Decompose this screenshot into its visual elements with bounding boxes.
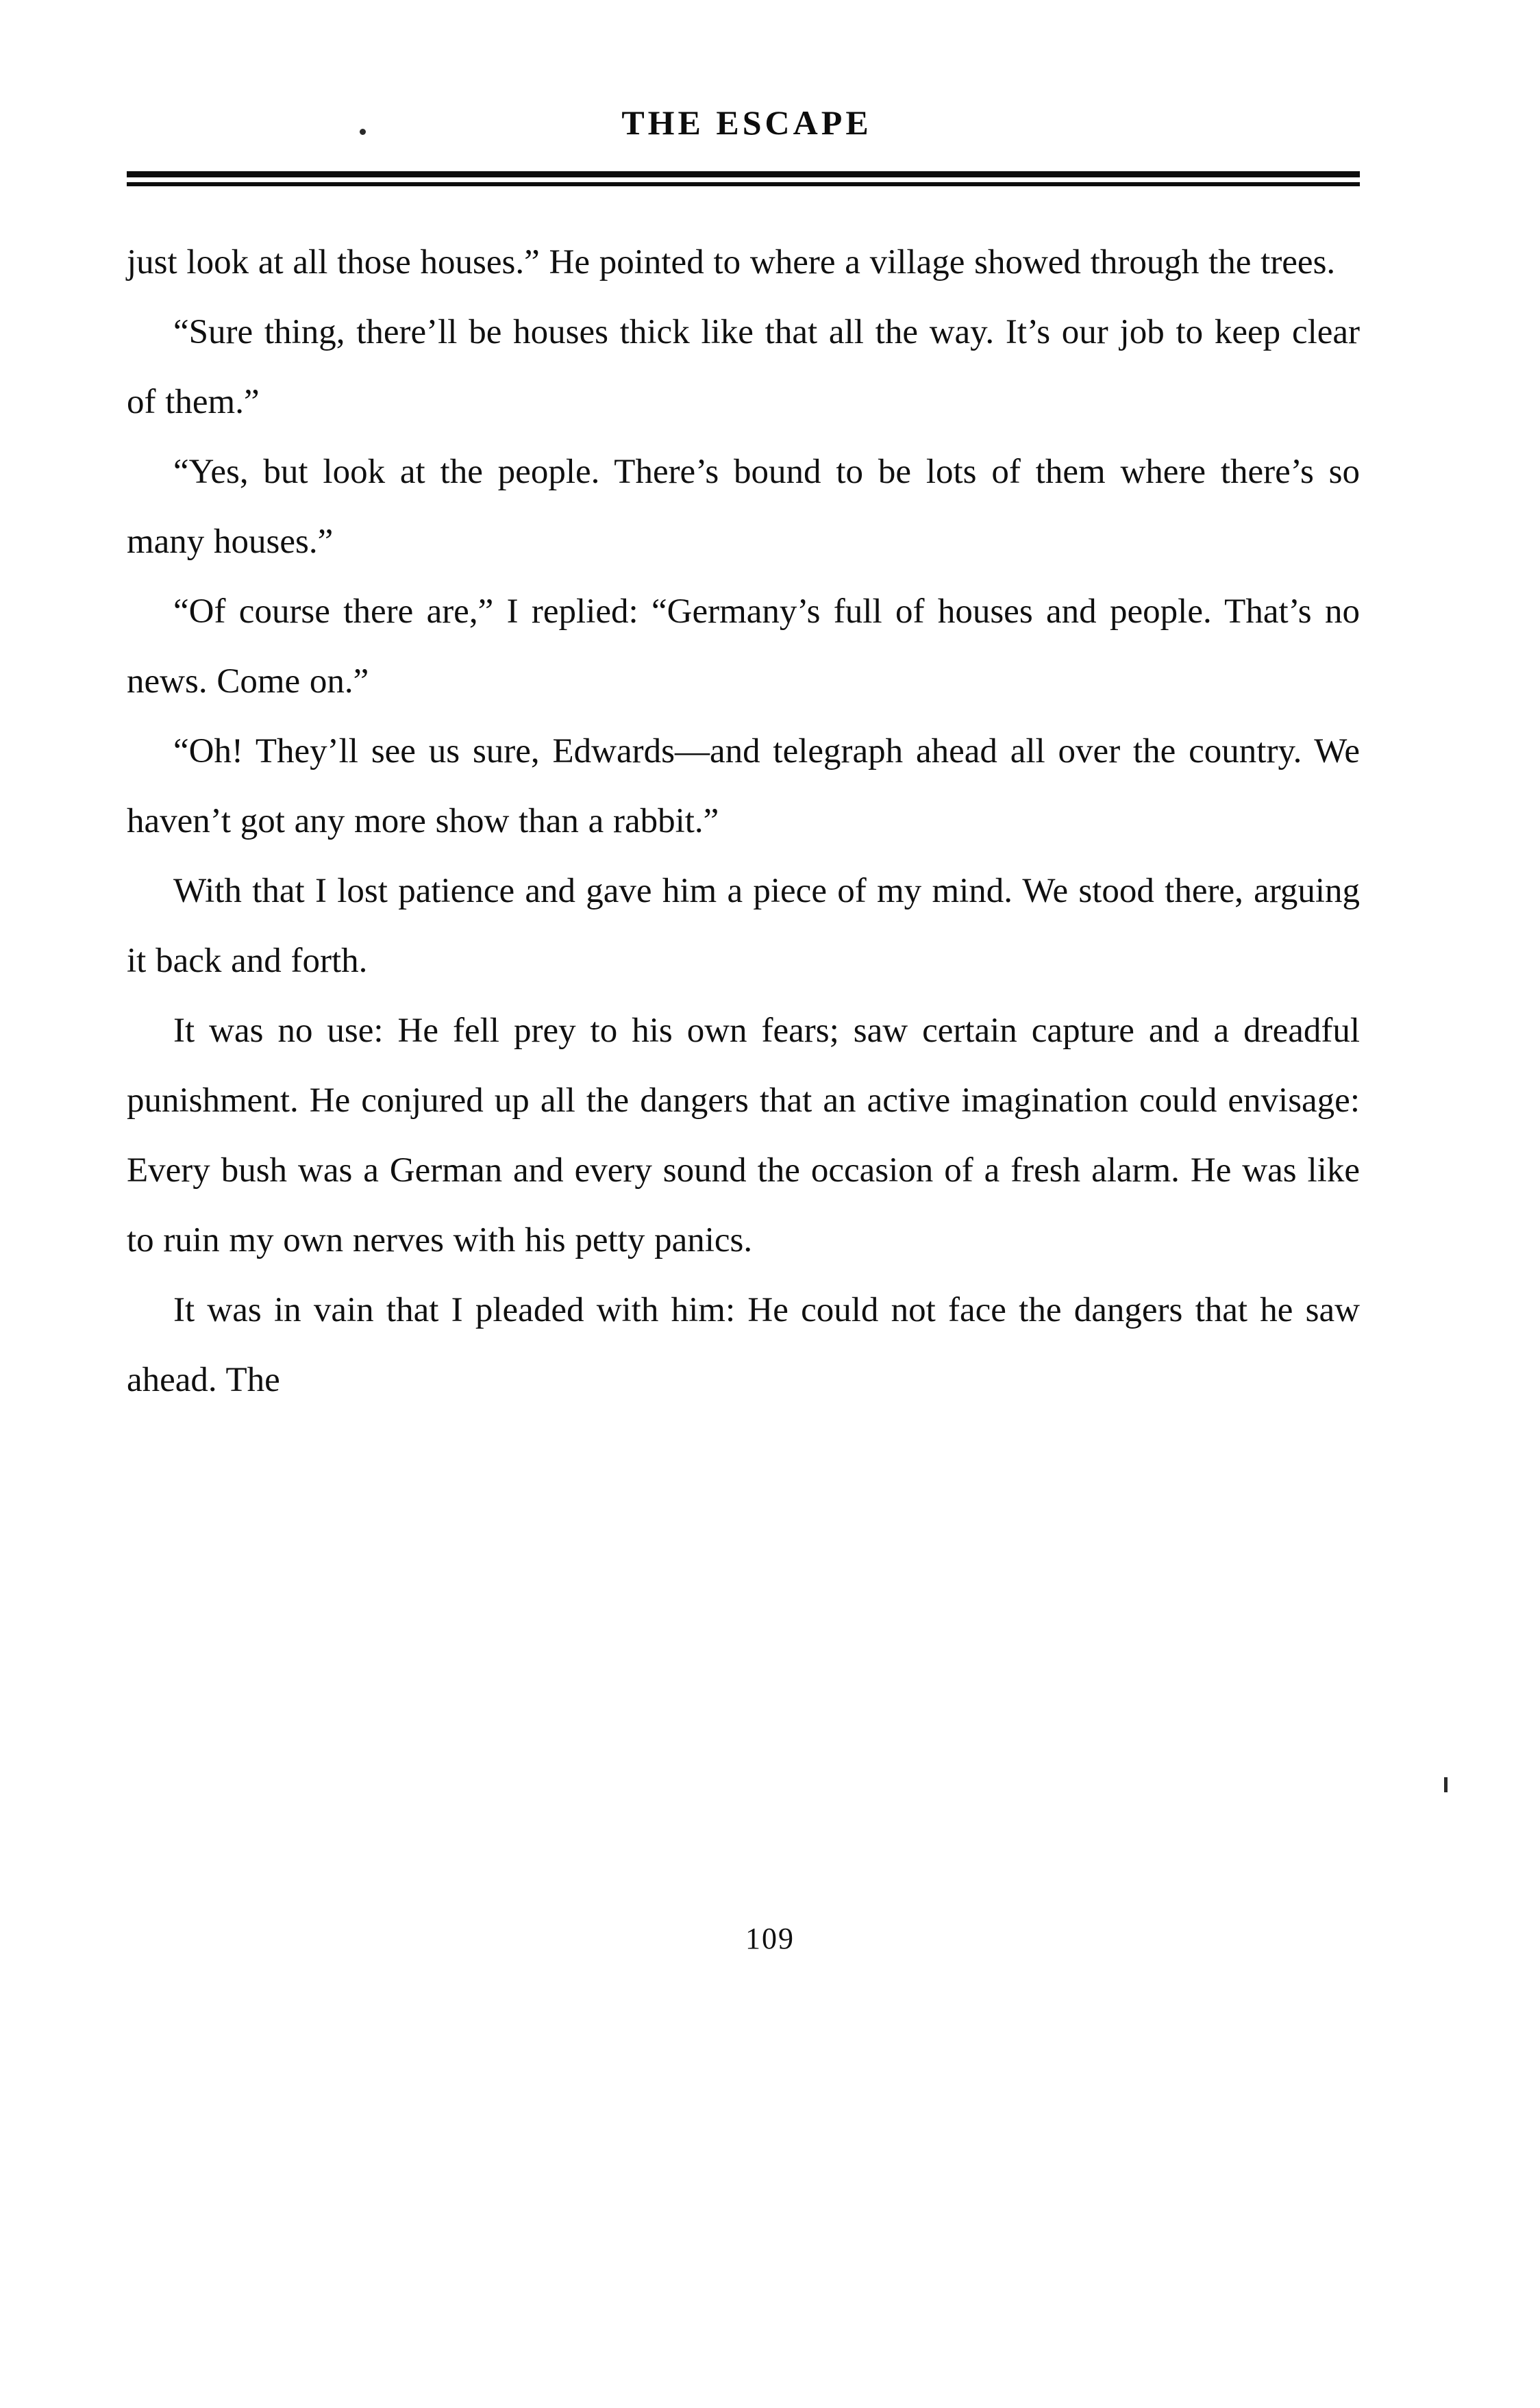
header-rule-thin: [127, 182, 1360, 186]
paragraph: “Yes, but look at the people. There’s bound to be lots of them where there’s so many houses.”: [127, 453, 1360, 561]
paragraph: “Oh! They’ll see us sure, Edwards—and telegraph ahead all over the country. We haven’t got any more show than a rabbit.”: [127, 732, 1360, 840]
header-rule-thick: [127, 171, 1360, 177]
paragraph: With that I lost patience and gave him a piece of my mind. We stood there, arguing it back and forth.: [127, 872, 1360, 980]
paragraph: It was no use: He fell prey to his own fears; saw certain capture and a dreadful punishment. He conjured up all the dangers that an active imagination could envisage: Every bush was a German and every sound the occasion of a fresh alarm. He was like to ruin my own nerves with his petty panics.: [127, 1012, 1360, 1259]
header-rule-gap: [127, 177, 1360, 182]
print-speck: [1444, 1777, 1448, 1792]
page-number: 109: [745, 1922, 795, 1955]
print-speck: [360, 129, 366, 135]
paragraph: “Sure thing, there’ll be houses thick like that all the way. It’s our job to keep clear of them.”: [127, 313, 1360, 421]
page-content: [127, 103, 1360, 1415]
paragraph: It was in vain that I pleaded with him: He could not face the dangers that he saw ahead. The: [127, 1291, 1360, 1399]
running-head: THE ESCAPE: [621, 103, 872, 142]
paragraph: just look at all those houses.” He pointed to where a village showed through the trees.: [127, 243, 1336, 281]
paragraph: “Of course there are,” I replied: “Germany’s full of houses and people. That’s no news. Come on.”: [127, 592, 1360, 701]
header-rule: [127, 171, 1360, 186]
